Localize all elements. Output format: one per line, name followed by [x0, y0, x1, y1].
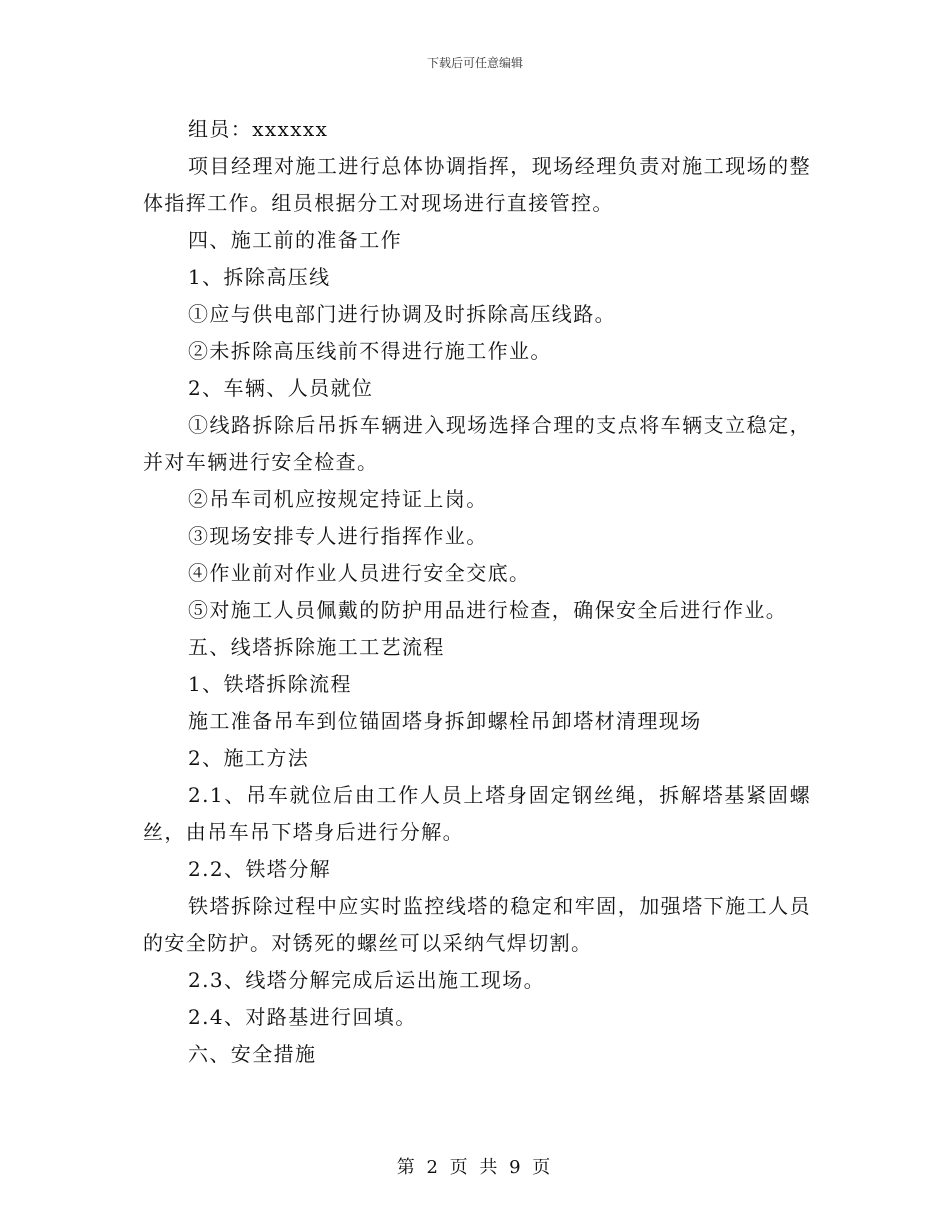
document-body: [143, 111, 811, 1073]
paragraph-step-2-1: 2.1、吊车就位后由工作人员上塔身固定钢丝绳，拆解塔基紧固螺丝，由吊车吊下塔身后进行分解。: [143, 783, 811, 844]
subheading-tower-removal: 1、铁塔拆除流程: [188, 672, 352, 696]
subheading-vehicles-personnel: 2、车辆、人员就位: [188, 376, 374, 400]
section-heading-safety: 六、安全措施: [188, 1042, 317, 1066]
list-item: ①应与供电部门进行协调及时拆除高压线路。: [188, 302, 616, 326]
list-item: ②吊车司机应按规定持证上岗。: [188, 487, 488, 511]
list-item: ②未拆除高压线前不得进行施工作业。: [188, 339, 552, 363]
section-heading-preparation: 四、施工前的准备工作: [188, 228, 402, 252]
paragraph-step-2-3: 2.3、线塔分解完成后运出施工现场。: [188, 968, 546, 992]
paragraph-process-flow: 施工准备吊车到位锚固塔身拆卸螺栓吊卸塔材清理现场: [188, 709, 702, 733]
paragraph-responsibilities: 项目经理对施工进行总体协调指挥，现场经理负责对施工现场的整体指挥工作。组员根据分工对现场进行直接管控。: [143, 154, 811, 215]
paragraph-disassembly-detail: 铁塔拆除过程中应实时监控线塔的稳定和牢固，加强塔下施工人员的安全防护。对锈死的螺丝可以采纳气焊切割。: [143, 894, 811, 955]
list-item: ⑤对施工人员佩戴的防护用品进行检查，确保安全后进行作业。: [188, 598, 788, 622]
list-item: ③现场安排专人进行指挥作业。: [188, 524, 488, 548]
paragraph-team-members: 组员：xxxxxx: [188, 117, 329, 141]
list-item: ①线路拆除后吊拆车辆进入现场选择合理的支点将车辆支立稳定，并对车辆进行安全检查。: [143, 413, 811, 474]
subheading-construction-method: 2、施工方法: [188, 746, 310, 770]
page-header: 下载后可任意编辑: [426, 56, 523, 70]
subheading-tower-disassembly: 2.2、铁塔分解: [188, 857, 332, 881]
list-item: ④作业前对作业人员进行安全交底。: [188, 561, 531, 585]
section-heading-process: 五、线塔拆除施工工艺流程: [188, 635, 445, 659]
subheading-remove-high-voltage: 1、拆除高压线: [188, 265, 331, 289]
paragraph-step-2-4: 2.4、对路基进行回填。: [188, 1005, 417, 1029]
page-number: 第 2 页 共 9 页: [396, 1157, 554, 1178]
